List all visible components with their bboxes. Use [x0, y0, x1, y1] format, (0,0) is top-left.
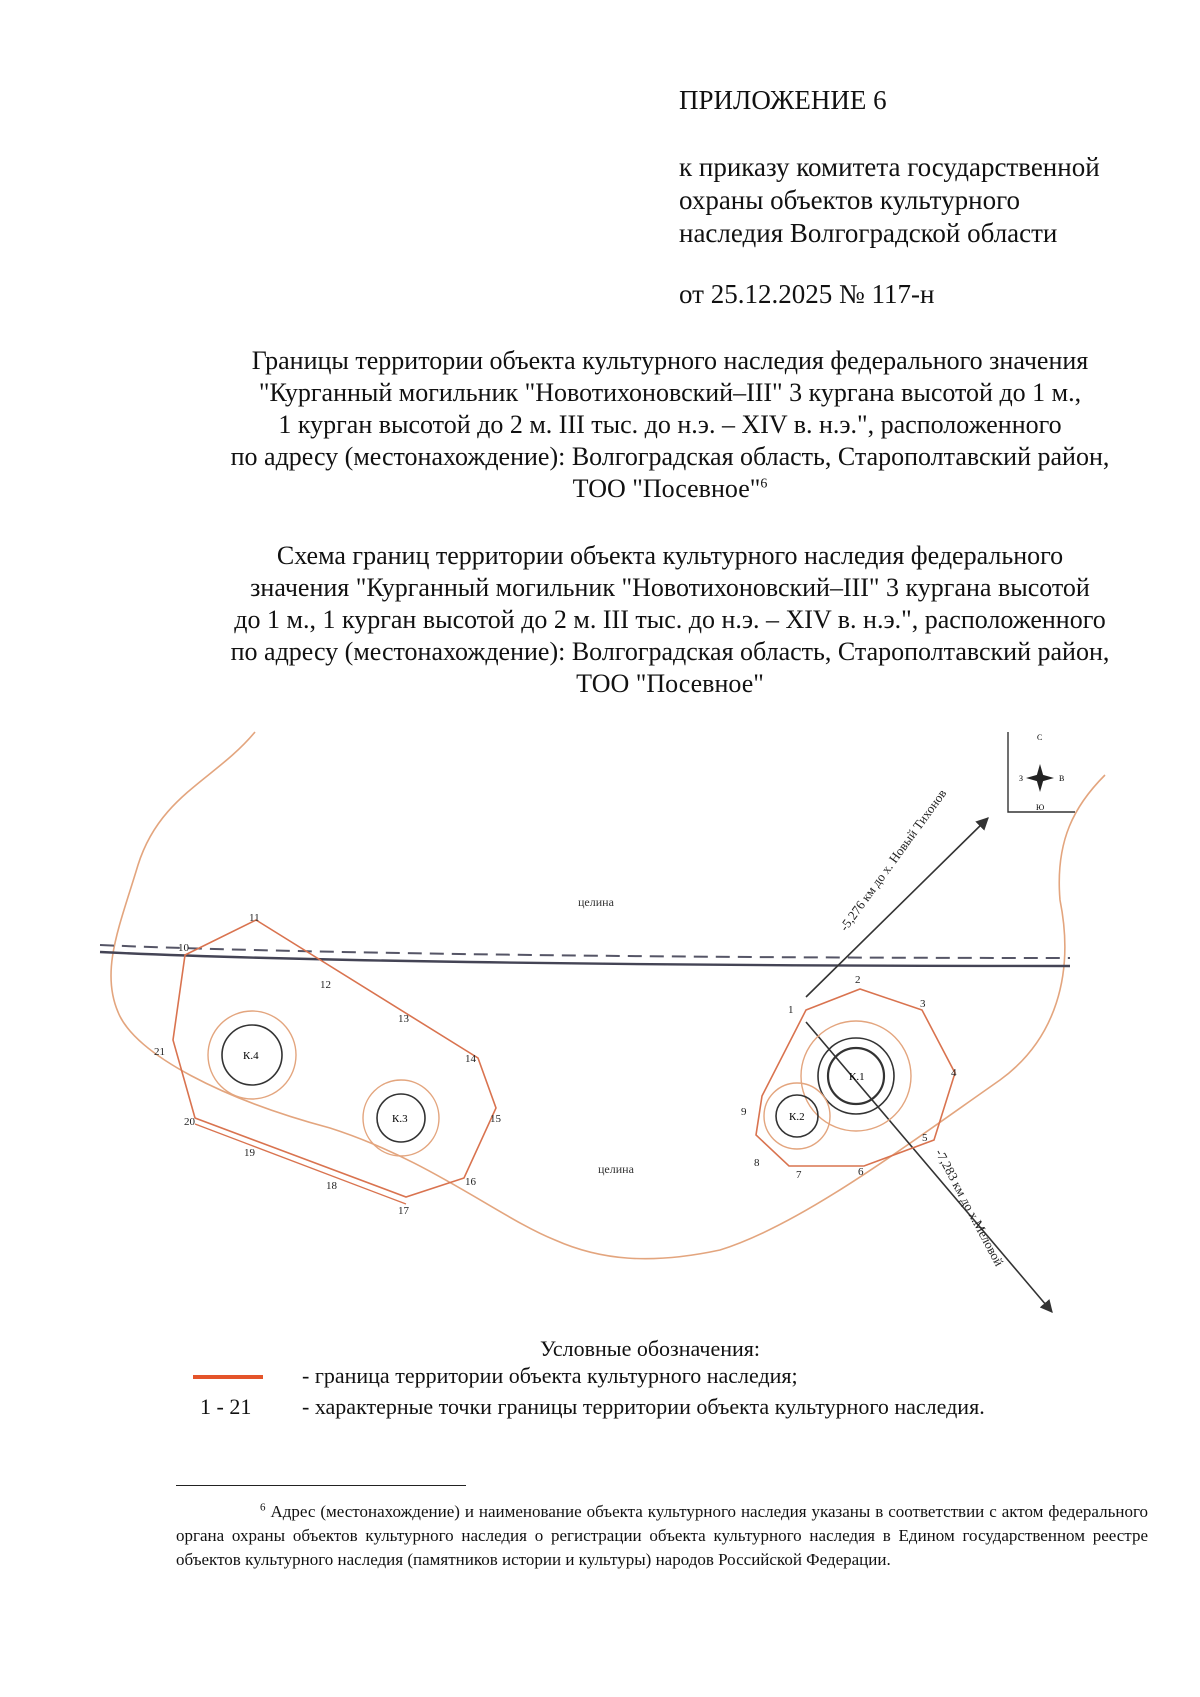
- boundary-west: [195, 1124, 406, 1204]
- point-number: 14: [465, 1053, 476, 1065]
- heading-line: Схема границ территории объекта культурного наследия федерального: [276, 541, 1064, 570]
- point-number: 12: [320, 979, 331, 991]
- compass-south: Ю: [1036, 803, 1045, 812]
- scheme-heading: [120, 540, 1200, 700]
- point-number: 1: [788, 1004, 794, 1016]
- point-number: 19: [244, 1147, 255, 1159]
- direction-arrow-south: [806, 1022, 1052, 1312]
- kurgan-3: [363, 1080, 439, 1156]
- footnote-separator: [176, 1485, 466, 1486]
- boundary-line-swatch: [193, 1375, 263, 1379]
- direction-label-south: -7,283 км до х.Меловой: [932, 1146, 1007, 1269]
- point-number: 15: [490, 1113, 501, 1125]
- boundaries-heading: [120, 345, 1200, 505]
- point-number: 16: [465, 1176, 476, 1188]
- field-label: целина: [598, 1162, 634, 1176]
- footnote-text: Адрес (местонахождение) и наименование объекта культурного наследия указаны в соответствии с актом федерального органа охраны объектов культурного наследия о регистрации объекта культурного наследия в Едином государственном реестре объектов культурного наследия (памятников истории и культуры) народов Российской Федерации.: [176, 1502, 1148, 1569]
- kurgan-2: [764, 1083, 830, 1149]
- kurgan-label: К.4: [243, 1050, 259, 1062]
- territory-map: [0, 720, 1200, 1330]
- legend-description: - граница территории объекта культурного наследия;: [302, 1363, 798, 1388]
- kurgan-label: К.2: [789, 1111, 805, 1123]
- footnote-mark: 6: [260, 1501, 266, 1514]
- point-number: 4: [951, 1067, 957, 1079]
- compass-east: В: [1059, 774, 1065, 783]
- heading-line: по адресу (местонахождение): Волгоградская область, Старополтавский район,: [230, 637, 1110, 666]
- point-number: 13: [398, 1013, 409, 1025]
- footnote: [176, 1500, 1148, 1572]
- appendix-reference-line: охраны объектов культурного: [679, 185, 1020, 215]
- kurgan-label: К.3: [392, 1113, 408, 1125]
- compass-west: З: [1019, 774, 1024, 783]
- point-number: 20: [184, 1116, 195, 1128]
- heading-line: 1 курган высотой до 2 м. III тыс. до н.э. – XIV в. н.э.", расположенного: [278, 410, 1062, 439]
- compass-rose: [1008, 732, 1075, 812]
- appendix-title: ПРИЛОЖЕНИЕ 6: [679, 85, 887, 115]
- heading-line: ТОО "Посевное": [576, 669, 764, 698]
- legend-title: Условные обозначения:: [539, 1336, 761, 1361]
- kurgan-4: [208, 1011, 296, 1099]
- heading-line: ТОО "Посевное": [572, 474, 761, 503]
- compass-north: С: [1037, 733, 1043, 742]
- appendix-reference: [679, 151, 1100, 250]
- point-number: 10: [178, 942, 189, 954]
- legend-description: - характерные точки границы территории объекта культурного наследия.: [302, 1394, 985, 1419]
- point-number: 8: [754, 1157, 760, 1169]
- order-date: от 25.12.2025 № 117-н: [679, 279, 935, 309]
- point-number: 21: [154, 1046, 165, 1058]
- heading-line: "Курганный могильник "Новотихоновский–III" 3 кургана высотой до 1 м.,: [258, 378, 1082, 407]
- legend-key: 1 - 21: [200, 1394, 252, 1419]
- appendix-reference-line: наследия Волгоградской области: [679, 218, 1058, 248]
- point-number: 11: [249, 912, 260, 924]
- point-number: 9: [741, 1106, 747, 1118]
- footnote-reference: 6: [760, 476, 768, 492]
- point-number: 5: [922, 1132, 928, 1144]
- point-number: 3: [920, 998, 926, 1010]
- appendix-reference-line: к приказу комитета государственной: [679, 152, 1100, 182]
- field-label: целина: [578, 895, 614, 909]
- heading-line: значения "Курганный могильник "Новотихоновский–III" 3 кургана высотой: [250, 573, 1090, 602]
- road: [100, 952, 1070, 966]
- point-number: 17: [398, 1205, 409, 1217]
- kurgan-label: К.1: [849, 1071, 865, 1083]
- point-number: 7: [796, 1169, 802, 1181]
- road: [100, 945, 1070, 958]
- direction-label-north: -5,276 км до х. Новый Тихонов: [836, 786, 950, 934]
- heading-line-last: [120, 473, 1200, 505]
- point-number: 6: [858, 1166, 864, 1178]
- point-number: 18: [326, 1180, 337, 1192]
- heading-line: по адресу (местонахождение): Волгоградская область, Старополтавский район,: [230, 442, 1110, 471]
- heading-line: Границы территории объекта культурного наследия федерального значения: [251, 346, 1089, 375]
- heading-line: до 1 м., 1 курган высотой до 2 м. III тыс. до н.э. – XIV в. н.э.", расположенного: [234, 605, 1106, 634]
- point-number: 2: [855, 974, 861, 986]
